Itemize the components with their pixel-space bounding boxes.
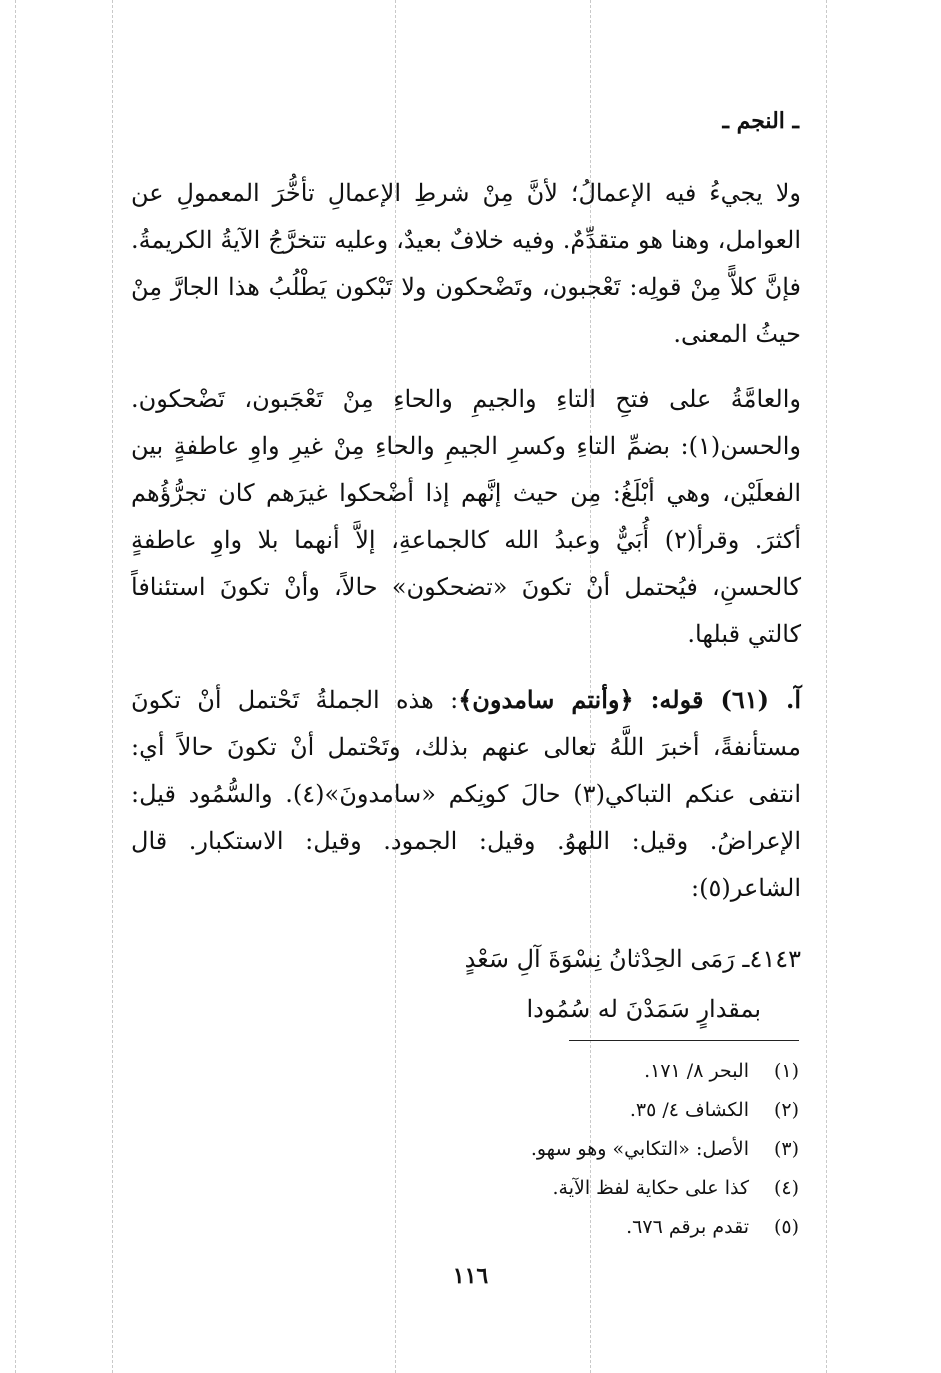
footnote-text: تقدم برقم ٦٧٦. — [626, 1216, 749, 1238]
poetry-line-1: ٤١٤٣ـ رَمَى الحِدْثانُ نِسْوَةَ آلِ سَعْدٍ — [464, 945, 801, 973]
running-header: ـ النجم ـ — [722, 108, 799, 134]
poetry-quote — [131, 934, 801, 1034]
footnote-text: الكشاف ٤/ ٣٥. — [629, 1099, 749, 1121]
footnote-item — [239, 1091, 799, 1130]
footnote-number: (٣) — [773, 1138, 799, 1160]
paragraph-2: والعامَّةُ على فتحِ التاءِ والجيمِ والحاءِ مِنْ تَعْجَبون، تَضْحكون. والحسن(١): بضمِّ التاءِ وكسرِ الجيمِ والحاءِ مِنْ غيرِ واوِ عاطفةٍ بين الفعلَيْن، وهي أبْلَغُ: مِن حيث إنَّهم إذا أضْحكوا غيرَهم كان تجرُّؤُهم أكثرَ. وقرأ(٢) أُبَيٌّ وعبدُ الله كالجماعةِ، إلاَّ أنهما بلا واوِ عاطفةٍ كالحسنِ، فيُحتمل أنْ تكونَ «تضحكون» حالاً، وأنْ تكونَ استئنافاً كالتي قبلها. — [131, 385, 802, 648]
scan-guide-line — [15, 0, 16, 1373]
footnotes — [239, 1052, 799, 1247]
scan-guide-line — [826, 0, 827, 1373]
scan-guide-line — [112, 0, 113, 1373]
footnote-number: (٤) — [773, 1177, 799, 1199]
footnote-item — [239, 1208, 799, 1247]
footnote-item — [239, 1052, 799, 1091]
footnote-text: البحر ٨/ ١٧١. — [644, 1060, 749, 1082]
verse-reference: آ. (٦١) قوله: ﴿وأنتم سامدون﴾ — [458, 685, 802, 714]
verse-commentary — [131, 676, 801, 912]
footnote-number: (١) — [773, 1060, 799, 1082]
paragraph-1: ولا يجيءُ فيه الإعمالُ؛ لأنَّ مِنْ شرطِ الإعمالِ تأخُّرَ المعمولِ عن العوامل، وهنا هو متقدِّمٌ. وفيه خلافٌ بعيدٌ، وعليه تتخرَّجُ الآيةُ الكريمةُ. فإنَّ كلاًّ مِنْ قولِه: تَعْجبون، وتَضْحكون ولا تَبْكون يَطْلُبُ هذا الجارَّ مِنْ حيثُ المعنى. — [131, 179, 801, 348]
footnote-divider — [569, 1040, 799, 1041]
footnote-item — [239, 1169, 799, 1208]
verse-commentary-text: : هذه الجملةُ تَحْتمل أنْ تكونَ مستأنفةً، أخبرَ اللَّهُ تعالى عنهم بذلك، وتَحْتمل أنْ تكونَ حالاً أي: انتفى عنكم التباكي(٣) حالَ كونِكم «سامدونَ»(٤). والسُّمُود قيل: الإعراضُ. وقيل: اللهوُ. وقيل: الجمود. وقيل: الاستكبار. قال الشاعر(٥): — [131, 686, 801, 902]
footnote-number: (٥) — [773, 1216, 799, 1238]
footnote-number: (٢) — [773, 1099, 799, 1121]
footnote-text: كذا على حكاية لفظ الآية. — [552, 1177, 749, 1199]
poetry-line-2: بمقدارٍ سَمَدْنَ له سُمُودا — [526, 995, 761, 1023]
footnote-item — [239, 1130, 799, 1169]
page-number: ١١٦ — [452, 1263, 489, 1289]
footnote-text: الأصل: «التكابي» وهو سهو. — [530, 1138, 749, 1160]
main-text — [131, 170, 801, 1034]
